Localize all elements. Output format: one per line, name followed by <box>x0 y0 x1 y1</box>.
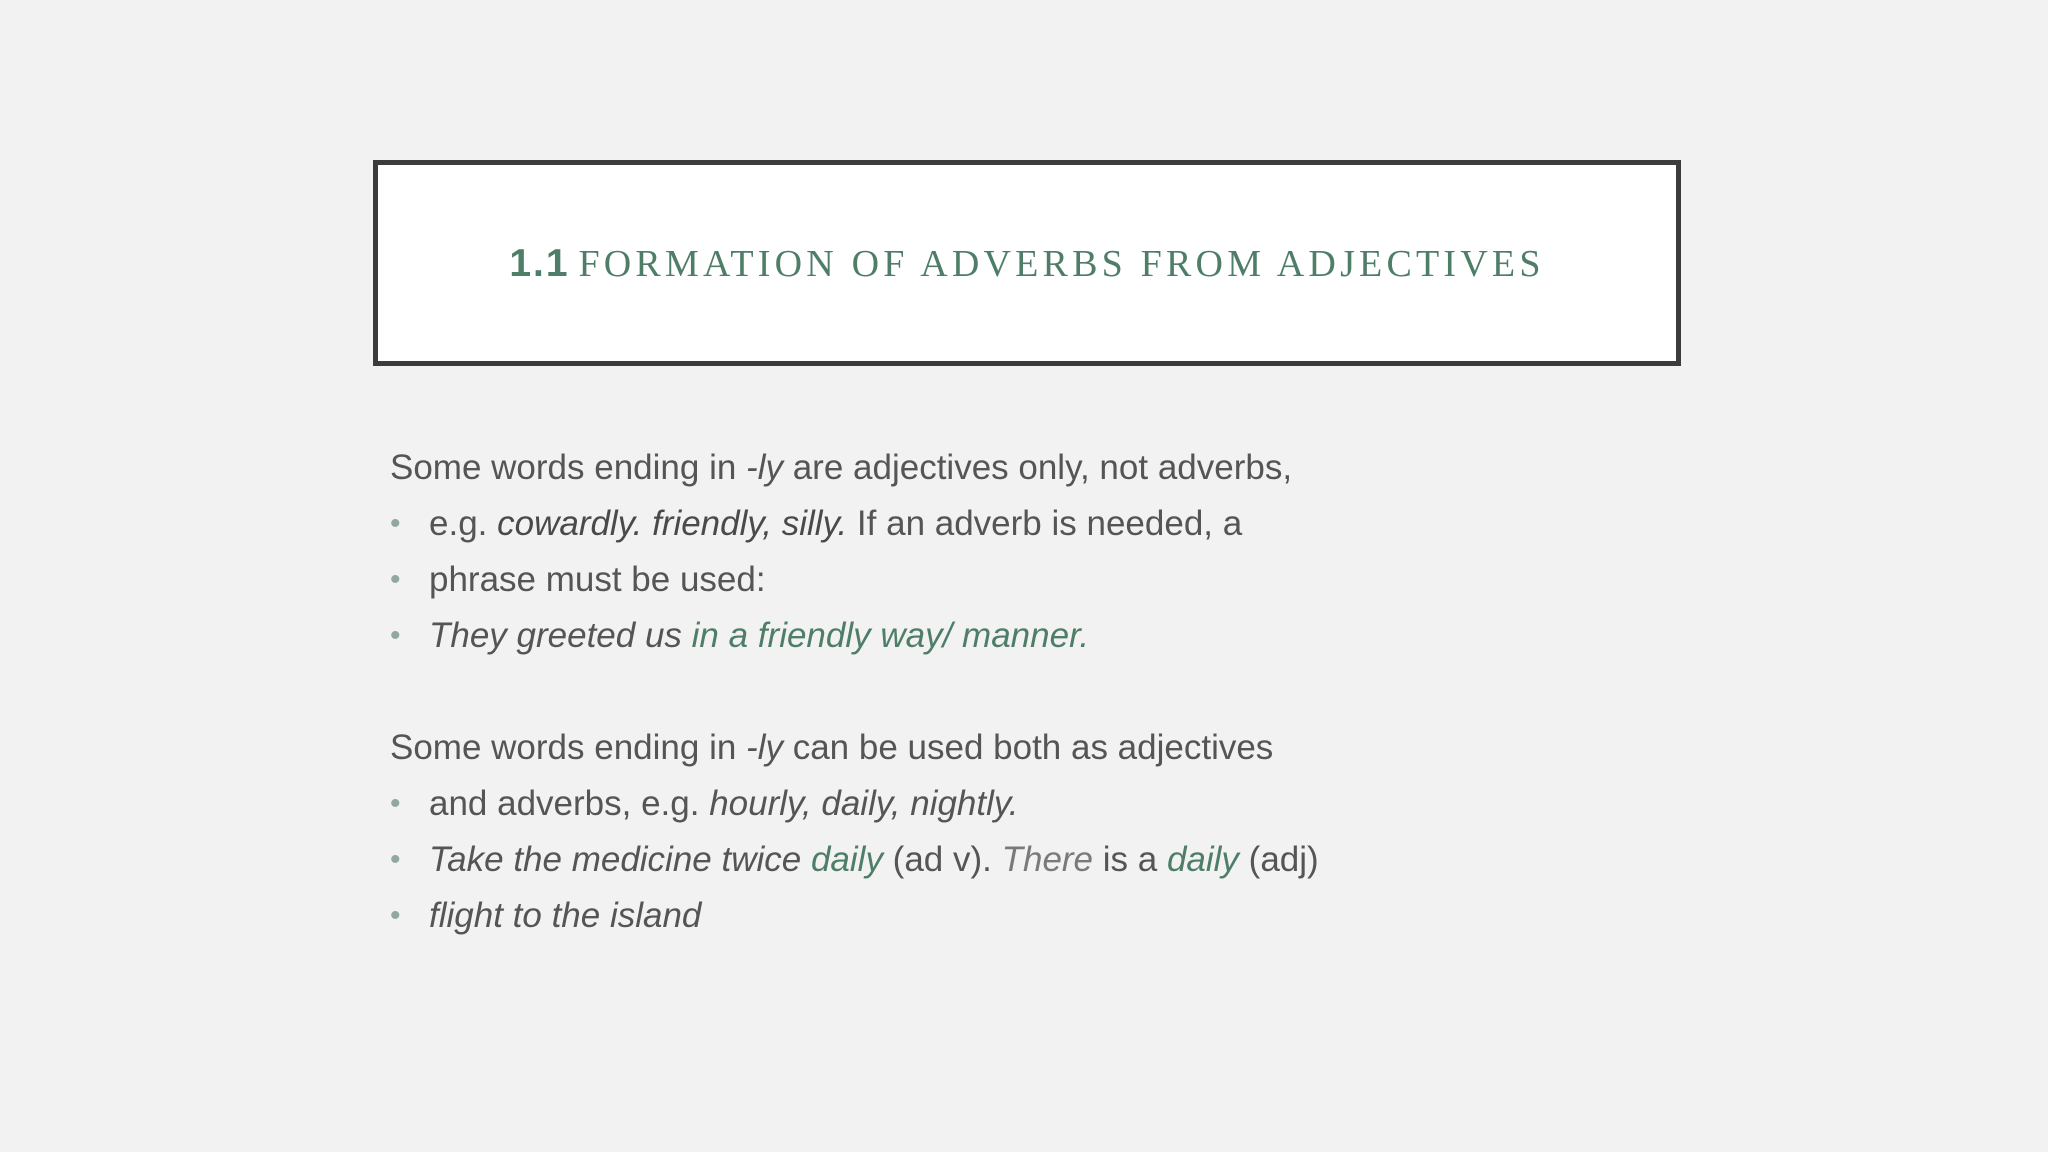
lead-text: Some words ending in <box>390 728 747 767</box>
bullet-icon: • <box>390 843 401 876</box>
bullet-icon: • <box>390 787 401 820</box>
lead-text: Some words ending in <box>390 448 747 487</box>
lead-line <box>390 720 1690 776</box>
bullet-text: e.g. <box>429 504 498 543</box>
lead-text-end: are adjectives only, not adverbs, <box>782 448 1293 487</box>
example-sentence: Take the medicine twice <box>429 840 811 879</box>
lead-line <box>390 440 1690 496</box>
example-sentence: flight to the island <box>429 896 702 935</box>
bullet-icon: • <box>390 563 401 596</box>
slide-title <box>509 241 1545 285</box>
lead-text-end: can be used both as adjectives <box>782 728 1274 767</box>
example-sentence: They greeted us <box>429 616 692 655</box>
example-phrase: in a friendly way/ manner. <box>691 616 1090 655</box>
example-sentence: is a <box>1093 840 1167 879</box>
bullet-item <box>390 608 1690 664</box>
bullet-icon: • <box>390 899 401 932</box>
example-words: cowardly. friendly, silly. <box>497 504 848 543</box>
bullet-item <box>390 552 1690 608</box>
example-adverb: daily <box>810 840 883 879</box>
bullet-icon: • <box>390 619 401 652</box>
part-of-speech-label: (adj) <box>1238 840 1319 879</box>
bullet-item <box>390 496 1690 552</box>
bullet-text-end: If an adverb is needed, a <box>847 504 1243 543</box>
bullet-item <box>390 888 1690 944</box>
suffix-ly: -ly <box>746 448 783 487</box>
bullet-icon: • <box>390 507 401 540</box>
paragraph-adjectives-only <box>390 440 1690 664</box>
example-words: hourly, daily, nightly. <box>709 784 1019 823</box>
section-number: 1.1 <box>509 241 570 285</box>
title-text: FORMATION OF ADVERBS FROM ADJECTIVES <box>578 242 1545 285</box>
bullet-text: phrase must be used: <box>429 560 766 599</box>
bullet-text: and adverbs, e.g. <box>429 784 710 823</box>
suffix-ly: -ly <box>746 728 783 767</box>
example-sentence: There <box>1001 840 1094 879</box>
bullet-item <box>390 776 1690 832</box>
title-box <box>373 160 1681 366</box>
paragraph-adjectives-and-adverbs <box>390 720 1690 944</box>
slide-body <box>390 440 1690 944</box>
part-of-speech-label: (ad v). <box>882 840 1002 879</box>
bullet-item <box>390 832 1690 888</box>
example-adjective: daily <box>1166 840 1239 879</box>
